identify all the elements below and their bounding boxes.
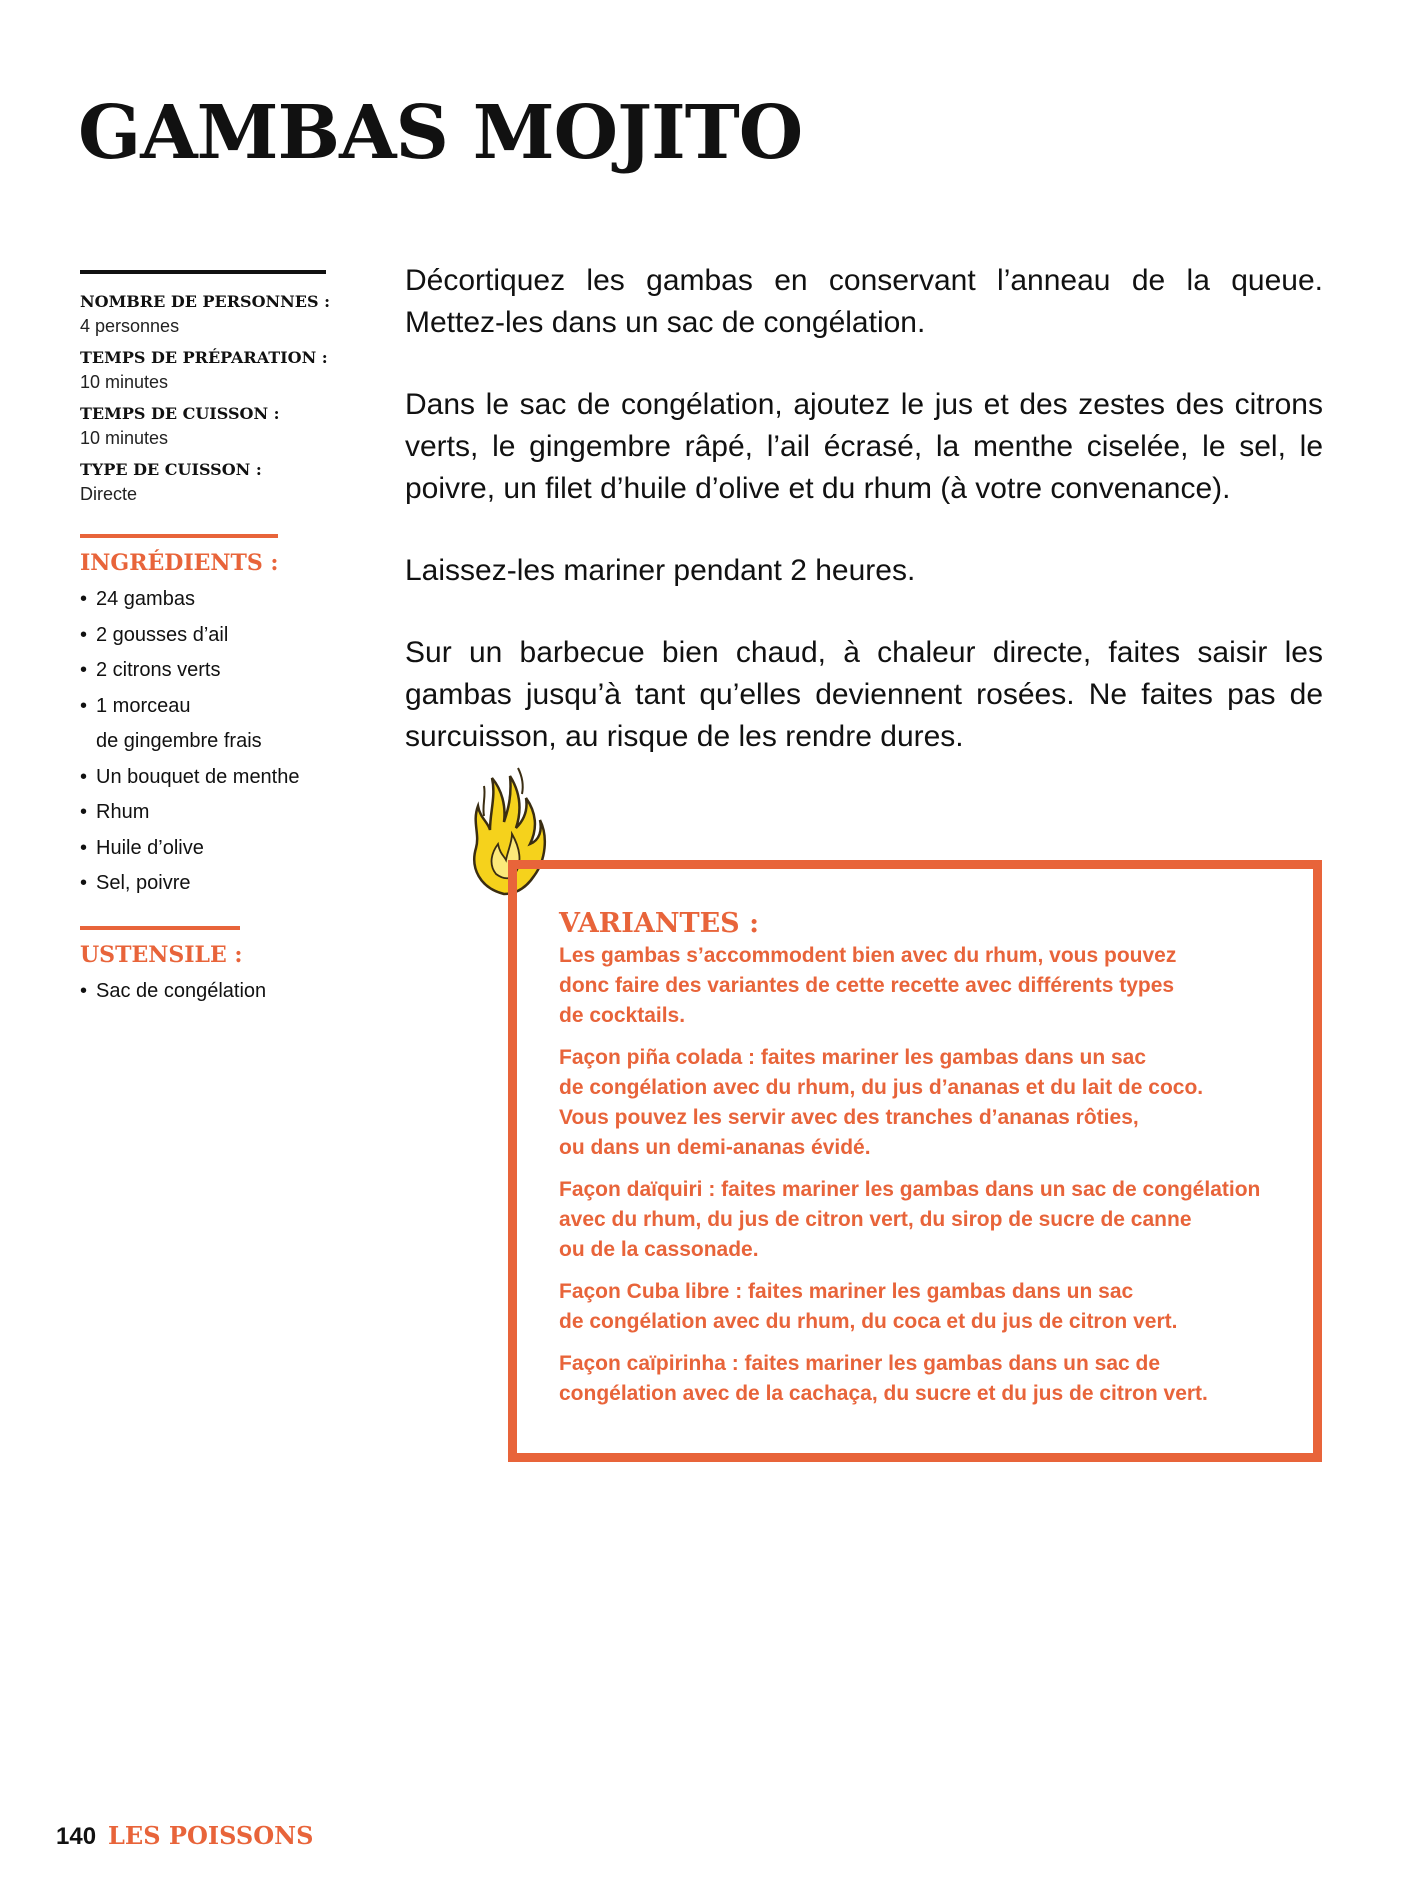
recipe-sidebar: [80, 270, 350, 1009]
prep-time-label: TEMPS DE PRÉPARATION :: [80, 348, 328, 367]
ingredient-item: • 2 citrons verts: [80, 653, 350, 689]
variantes-box: [508, 860, 1322, 1462]
variante-line: de congélation avec du rhum, du coca et du jus de citron vert.: [559, 1310, 1178, 1333]
variante-line: Vous pouvez les servir avec des tranches d’ananas rôties,: [559, 1106, 1139, 1129]
utensil-item: • Sac de congélation: [80, 974, 350, 1010]
ingredients-list: [80, 582, 350, 902]
variante-paragraph: [559, 941, 1299, 1031]
ingredient-item: • Un bouquet de menthe: [80, 760, 350, 796]
variante-line: Les gambas s’accommodent bien avec du rhum, vous pouvez: [559, 944, 1177, 967]
variante-line: donc faire des variantes de cette recette avec différents types: [559, 974, 1175, 997]
cook-time-label: TEMPS DE CUISSON :: [80, 404, 280, 423]
variantes-content: [559, 907, 1299, 1421]
info-block: [80, 290, 350, 506]
utensils-rule: [80, 926, 240, 930]
cook-type-value: Directe: [80, 484, 138, 504]
step-paragraph: Dans le sac de congélation, ajoutez le jus et des zestes des citrons verts, le gingembre râpé, l’ail écrasé, la menthe ciselée, le sel, le poivre, un filet d’huile d’olive et du rhum (à votre convenance).: [405, 388, 1323, 505]
utensils-heading: USTENSILE :: [80, 941, 243, 968]
servings-label: NOMBRE DE PERSONNES :: [80, 292, 330, 311]
variante-line: ou dans un demi-ananas évidé.: [559, 1136, 871, 1159]
variante-paragraph: [559, 1349, 1299, 1409]
sidebar-top-rule: [80, 270, 326, 274]
variante-line: ou de la cassonade.: [559, 1238, 759, 1261]
variante-line: Façon caïpirinha : faites mariner les gambas dans un sac de: [559, 1352, 1161, 1375]
flame-wisp: [483, 786, 484, 816]
variantes-title: VARIANTES :: [559, 908, 760, 939]
prep-time-value: 10 minutes: [80, 372, 169, 392]
variante-line: Façon piña colada : faites mariner les gambas dans un sac: [559, 1046, 1147, 1069]
variante-paragraph: [559, 1043, 1299, 1163]
variante-line: de cocktails.: [559, 1004, 686, 1027]
ingredient-item: [80, 689, 350, 760]
recipe-steps: [405, 260, 1323, 798]
cook-time-value: 10 minutes: [80, 428, 169, 448]
variante-paragraph: [559, 1277, 1299, 1337]
ingredient-item: • Rhum: [80, 795, 350, 831]
flame-wisp: [518, 768, 523, 794]
variante-line: avec du rhum, du jus de citron vert, du sirop de sucre de canne: [559, 1208, 1192, 1231]
variante-line: Façon daïquiri : faites mariner les gambas dans un sac de congélation: [559, 1178, 1261, 1201]
step-paragraph: Sur un barbecue bien chaud, à chaleur directe, faites saisir les gambas jusqu’à tant qu’elles deviennent rosées. Ne faites pas de surcuisson, au risque de les rendre dures.: [405, 636, 1323, 753]
variante-line: congélation avec de la cachaça, du sucre et du jus de citron vert.: [559, 1382, 1208, 1405]
section-name: LES POISSONS: [108, 1821, 314, 1850]
ingredient-item: • Sel, poivre: [80, 866, 350, 902]
cook-type-label: TYPE DE CUISSON :: [80, 460, 262, 479]
servings-value: 4 personnes: [80, 316, 180, 336]
ingredient-item: • 24 gambas: [80, 582, 350, 618]
ingredients-heading: INGRÉDIENTS :: [80, 550, 279, 576]
variante-line: de congélation avec du rhum, du jus d’ananas et du lait de coco.: [559, 1076, 1204, 1099]
page-number: 140: [56, 1823, 97, 1850]
page-title: GAMBAS MOJITO: [78, 90, 803, 176]
page-footer: [56, 1822, 313, 1851]
utensils-list: [80, 974, 350, 1010]
ingredient-item: • 2 gousses d’ail: [80, 618, 350, 654]
step-paragraph: Laissez-les mariner pendant 2 heures.: [405, 554, 916, 587]
step-paragraph: Décortiquez les gambas en conservant l’anneau de la queue. Mettez-les dans un sac de congélation.: [405, 264, 1323, 339]
ingredient-line: 1 morceau: [96, 694, 191, 717]
ingredient-line-continued: de gingembre frais: [96, 730, 262, 752]
ingredient-item: • Huile d’olive: [80, 831, 350, 867]
variante-paragraph: [559, 1175, 1299, 1265]
ingredients-rule: [80, 534, 278, 538]
variante-line: Façon Cuba libre : faites mariner les gambas dans un sac: [559, 1280, 1134, 1303]
